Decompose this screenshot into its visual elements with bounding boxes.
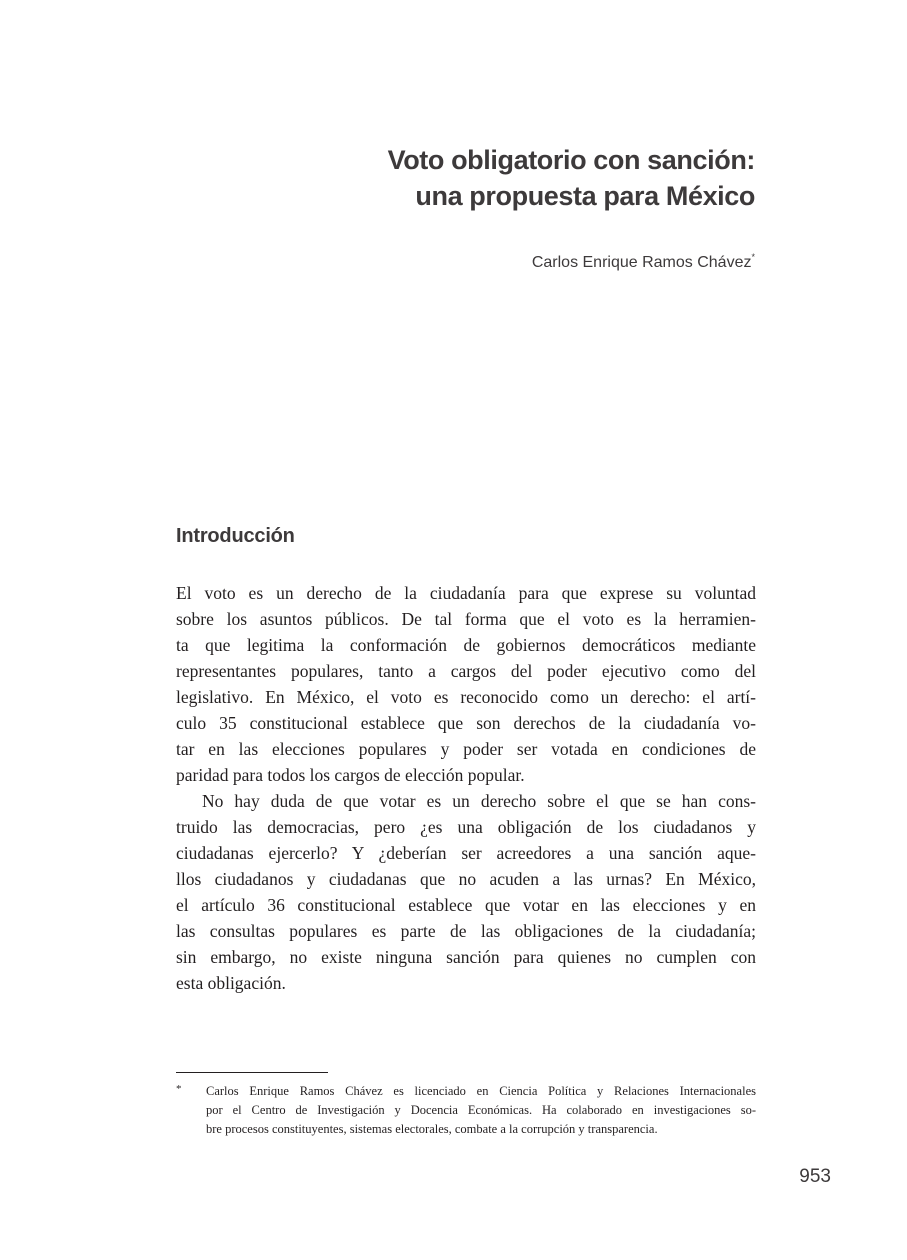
text-line: No hay duda de que votar es un derecho sobre el que se han cons- [202, 791, 756, 811]
text-line: llos ciudadanos y ciudadanas que no acuden a las urnas? En México, [176, 869, 756, 889]
author-name: Carlos Enrique Ramos Chávez [531, 254, 752, 271]
paragraph-1 [176, 580, 756, 788]
section-heading: Introducción [176, 525, 295, 547]
article-title [388, 142, 755, 214]
page-number: 953 [799, 1166, 831, 1187]
text-line: El voto es un derecho de la ciudadanía para que exprese su voluntad [176, 583, 756, 603]
article-title-line-2: una propuesta para México [415, 181, 755, 211]
text-line: legislativo. En México, el voto es reconocido como un derecho: el artí- [176, 687, 756, 707]
footnote-line: Carlos Enrique Ramos Chávez es licenciado en Ciencia Política y Relaciones Internacionales [206, 1084, 756, 1098]
article-author [532, 252, 755, 272]
text-line: esta obligación. [176, 973, 286, 993]
text-line: representantes populares, tanto a cargos del poder ejecutivo como del [176, 661, 756, 681]
text-line: culo 35 constitucional establece que son derechos de la ciudadanía vo- [176, 713, 756, 733]
footnote-text [206, 1082, 756, 1139]
text-line: las consultas populares es parte de las obligaciones de la ciudadanía; [176, 921, 756, 941]
body-text [176, 580, 756, 996]
footnote-line: bre procesos constituyentes, sistemas electorales, combate a la corrupción y transparencia. [206, 1122, 658, 1136]
footnote-divider [176, 1072, 328, 1073]
text-line: tar en las elecciones populares y poder ser votada en condiciones de [176, 739, 756, 759]
paragraph-2 [176, 788, 756, 996]
footnote-line: por el Centro de Investigación y Docencia Económicas. Ha colaborado en investigaciones so- [206, 1103, 756, 1117]
text-line: el artículo 36 constitucional establece que votar en las elecciones y en [176, 895, 756, 915]
text-line: paridad para todos los cargos de elección popular. [176, 765, 525, 785]
text-line: ciudadanas ejercerlo? Y ¿deberían ser acreedores a una sanción aque- [176, 843, 756, 863]
text-line: ta que legitima la conformación de gobiernos democráticos mediante [176, 635, 756, 655]
text-line: sin embargo, no existe ninguna sanción para quienes no cumplen con [176, 947, 756, 967]
footnote [176, 1082, 756, 1139]
footnote-mark: * [176, 1083, 182, 1095]
text-line: sobre los asuntos públicos. De tal forma que el voto es la herramien- [176, 609, 756, 629]
author-footnote-mark: * [751, 252, 755, 262]
article-title-line-1: Voto obligatorio con sanción: [387, 145, 755, 175]
text-line: truido las democracias, pero ¿es una obligación de los ciudadanos y [176, 817, 756, 837]
